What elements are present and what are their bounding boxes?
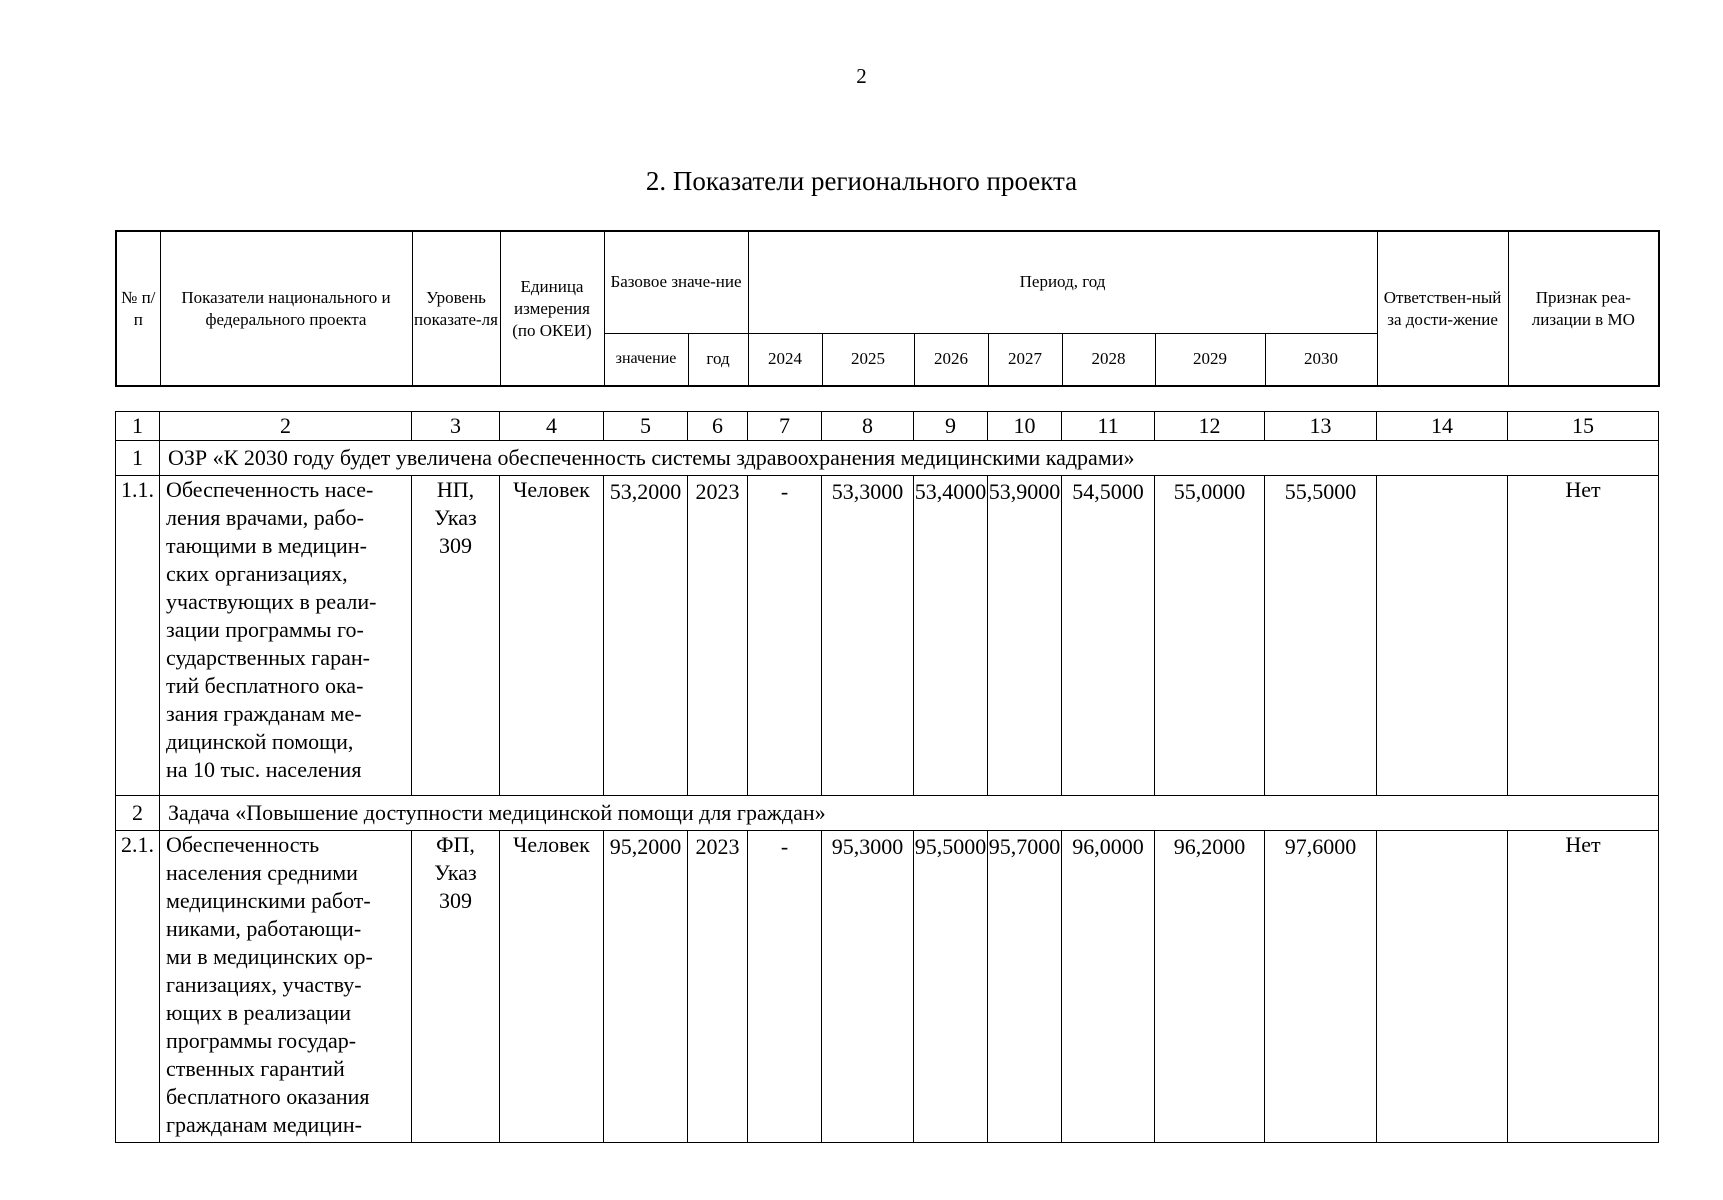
column-number: 13: [1265, 412, 1377, 441]
column-number: 10: [988, 412, 1062, 441]
header-unit: Единица измерения (по ОКЕИ): [500, 231, 604, 386]
header-indicator-name: Показатели национального и федерального проекта: [160, 231, 412, 386]
value-2026: 95,5000: [914, 831, 988, 1143]
value-2030: 97,6000: [1265, 831, 1377, 1143]
indicators-body-table: [115, 411, 1659, 1143]
indicator-level: ФП, Указ 309: [412, 831, 500, 1143]
value-2029: 96,2000: [1155, 831, 1265, 1143]
group-title: ОЗР «К 2030 году будет увеличена обеспеченность системы здравоохранения медицинскими кадрами»: [160, 441, 1659, 476]
page-number: 2: [856, 64, 867, 88]
column-number: 6: [688, 412, 748, 441]
header-mo-flag: Признак реа-лизации в МО: [1508, 231, 1659, 386]
value-2024: -: [748, 831, 822, 1143]
header-base-value-year: год: [688, 333, 748, 386]
value-2025: 95,3000: [822, 831, 914, 1143]
header-responsible: Ответствен-ный за дости-жение: [1377, 231, 1508, 386]
header-base-value: Базовое значе-ние: [604, 231, 748, 333]
header-level: Уровень показате-ля: [412, 231, 500, 386]
value-2026: 53,4000: [914, 476, 988, 796]
table-row: [116, 831, 1659, 1143]
column-number: 11: [1062, 412, 1155, 441]
header-period: Период, год: [748, 231, 1377, 333]
value-2028: 54,5000: [1062, 476, 1155, 796]
group-number: 2: [116, 796, 160, 831]
group-row: [116, 441, 1659, 476]
base-value: 95,2000: [604, 831, 688, 1143]
column-number: 5: [604, 412, 688, 441]
indicators-header-table: [115, 230, 1660, 387]
header-year: 2025: [822, 333, 914, 386]
indicator-name: Обеспеченность насе- ления врачами, рабо- тающими в медицин- ских организациях, участвующих в реали- зации программы го- сударственных гаран- тий бесплатного ока- зания гражданам ме- дицинской помощи, на 10 тыс. населения: [160, 476, 412, 796]
section-title: 2. Показатели регионального проекта: [645, 166, 1078, 196]
header-year: 2024: [748, 333, 822, 386]
group-number: 1: [116, 441, 160, 476]
column-number: 3: [412, 412, 500, 441]
column-number: 15: [1508, 412, 1659, 441]
base-year: 2023: [688, 831, 748, 1143]
base-value: 53,2000: [604, 476, 688, 796]
row-number: 1.1.: [116, 476, 160, 796]
column-numbers-row: [116, 412, 1659, 441]
column-number: 4: [500, 412, 604, 441]
responsible: [1377, 831, 1508, 1143]
column-number: 1: [116, 412, 160, 441]
header-year: 2026: [914, 333, 988, 386]
header-year: 2029: [1155, 333, 1265, 386]
header-year: 2027: [988, 333, 1062, 386]
value-2028: 96,0000: [1062, 831, 1155, 1143]
mo-flag: Нет: [1508, 831, 1659, 1143]
unit: Человек: [500, 476, 604, 796]
row-number: 2.1.: [116, 831, 160, 1143]
header-base-value-value: значение: [604, 333, 688, 386]
value-2024: -: [748, 476, 822, 796]
value-2030: 55,5000: [1265, 476, 1377, 796]
group-row: [116, 796, 1659, 831]
header-year: 2030: [1265, 333, 1377, 386]
value-2029: 55,0000: [1155, 476, 1265, 796]
value-2025: 53,3000: [822, 476, 914, 796]
header-year: 2028: [1062, 333, 1155, 386]
value-2027: 95,7000: [988, 831, 1062, 1143]
indicator-level: НП, Указ 309: [412, 476, 500, 796]
column-number: 12: [1155, 412, 1265, 441]
column-number: 9: [914, 412, 988, 441]
value-2027: 53,9000: [988, 476, 1062, 796]
responsible: [1377, 476, 1508, 796]
column-number: 7: [748, 412, 822, 441]
column-number: 14: [1377, 412, 1508, 441]
unit: Человек: [500, 831, 604, 1143]
column-number: 2: [160, 412, 412, 441]
indicator-name: Обеспеченность населения средними медицинскими работ- никами, работающи- ми в медицинских ор- ганизациях, участву- ющих в реализации программы государ- ственных гарантий бесплатного оказания гражданам медицин-: [160, 831, 412, 1143]
column-number: 8: [822, 412, 914, 441]
group-title: Задача «Повышение доступности медицинской помощи для граждан»: [160, 796, 1659, 831]
mo-flag: Нет: [1508, 476, 1659, 796]
base-year: 2023: [688, 476, 748, 796]
table-row: [116, 476, 1659, 796]
header-num: № п/п: [116, 231, 160, 386]
